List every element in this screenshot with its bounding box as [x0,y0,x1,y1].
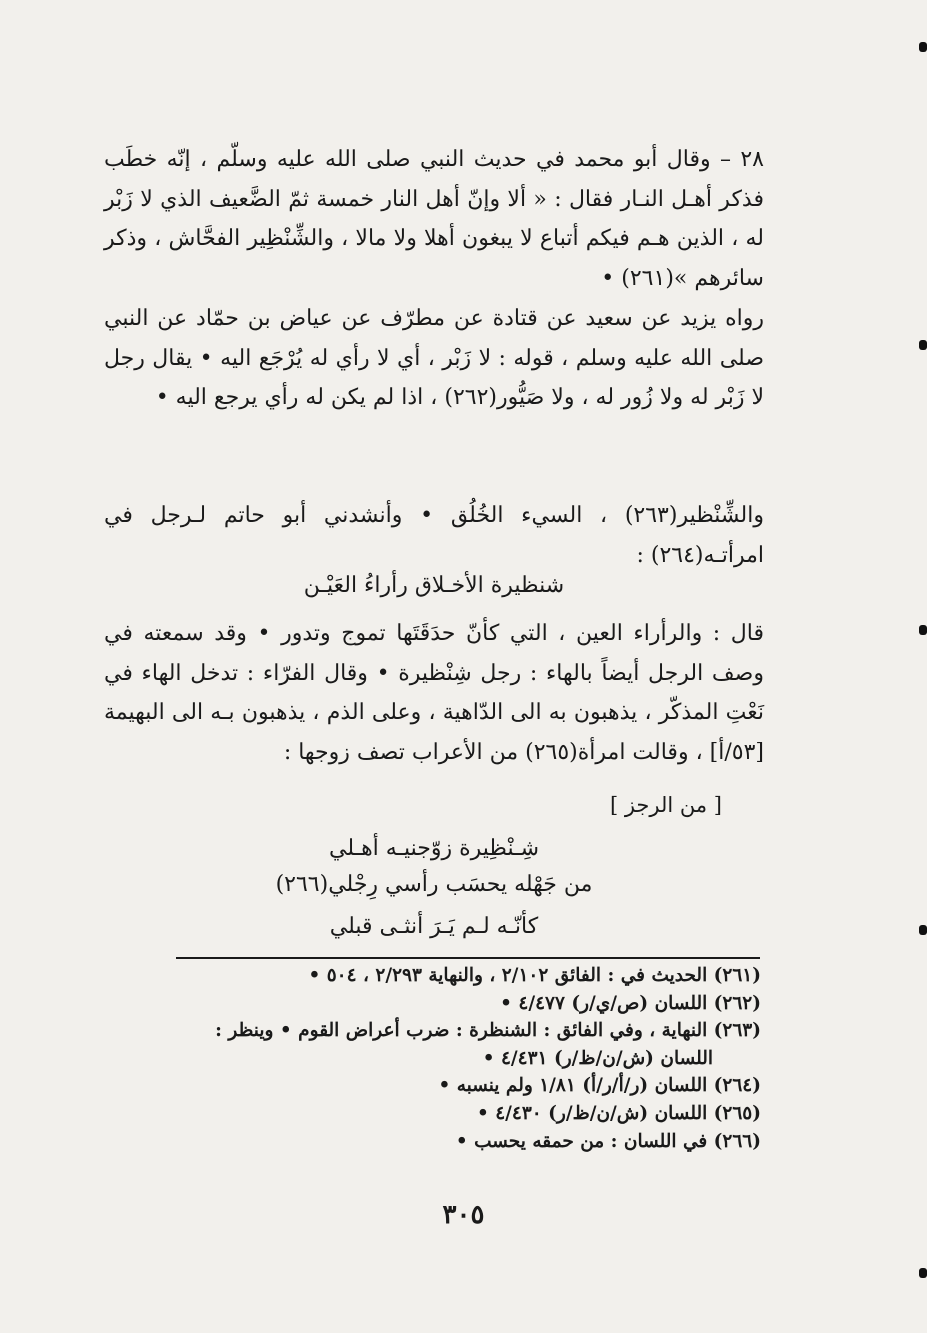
footnote-264: (٢٦٤) اللسان (ر/أ/ر/أ) ١/٨١ ولم ينسبه • [438,1075,761,1097]
footnote-266: (٢٦٦) في اللسان : من حمقه يحسب • [455,1130,761,1152]
footnotes [101,962,761,1155]
verse-line-2: من جَهْله يحسَب رأسي رِجْلي(٢٦٦) [275,872,593,897]
footnote-263: (٢٦٣) النهاية ، وفي الفائق : الشنظرة : ضرب أعراض القوم • وينظر : [215,1020,761,1042]
footnote-262: (٢٦٢) اللسان (ص/ي/ر) ٤/٤٧٧ • [500,992,761,1014]
verse-shinzira-akhlaq: شنظيرة الأخـلاق رأراءُ العَيْـن [303,573,565,598]
paragraph-raraa: قال : والرأراء العين ، التي كأنّ حدَقَتَها تموج وتدور • وقد سمعته في وصف الرجل أيضاً بالهاء : رجل شِنْظيرة • وقال الفرّاء : تدخل الهاء في نَعْتِ المذكّر ، يذهبون به الى الدّاهية ، وعلى الذم ، يذهبون بـه الى البهيمة [٥٣/أ] ، وقالت امرأة(٢٦٥) من الأعراب تصف زوجها : [104,621,764,765]
binding-mark [919,625,927,635]
binding-mark [919,1268,927,1278]
paragraph-narration: رواه يزيد عن سعيد عن قتادة عن مطرّف عن عياض بن حمّاد عن النبي صلى الله عليه وسلم ، قوله : لا زَبْر ، أي لا رأي له يُرْجَع اليه • يقال رجل لا زَبْر له ولا زُور له ، ولا صَيُّور(٢٦٢) ، اذا لم يكن له رأي يرجع اليه • [104,306,764,410]
footnote-separator [176,957,760,959]
paragraph-hadith: ٢٨ – وقال أبو محمد في حديث النبي صلى الله عليه وسلّم ، إنّه خطَب فذكر أهـل النـار فقال : « ألا وإنّ أهل النار خمسة ثمّ الضَّعيف الذي لا زَبْر له ، الذين هـم فيكم أتباع لا يبغون أهلا ولا مالا ، والشِّنْظِير الفحَّاش ، وذكر سائرهم »(٢٦١) • [104,147,764,291]
paragraph-shinzir: والشِّنْظير(٢٦٣) ، السيء الخُلُق • وأنشدني أبو حاتم لـرجل في امرأتـه(٢٦٤) : [104,503,764,568]
binding-mark [919,340,927,350]
footnote-265: (٢٦٥) اللسان (ش/ن/ظ/ر) ٤/٤٣٠ • [476,1102,761,1124]
meter-label: [ من الرجز ] [609,793,722,817]
verse-line-1: شِـنْظِيرة زوّجنيـه أهـلي [329,836,539,861]
binding-mark [919,925,927,935]
footnote-261: (٢٦١) الحديث في : الفائق ٢/١٠٢ ، والنهاية ٢/٢٩٣ ، ٥٠٤ • [308,965,761,986]
verse-line-3: كأنّـه لـم يَـرَ أنثـى قبلي [329,914,539,939]
footnote-263-continued: اللسان (ش/ن/ظ/ر) ٤/٤٣١ • [482,1047,713,1069]
binding-mark [919,42,927,52]
page-number: ٣٠٥ [442,1200,485,1230]
